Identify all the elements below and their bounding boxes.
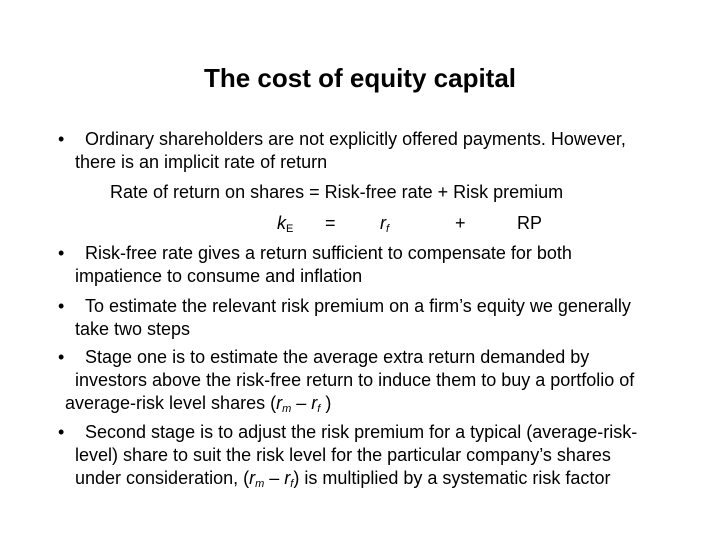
minus-sign: –	[291, 393, 312, 413]
bullet-5-line-2: level) share to suit the risk level for the particular company’s shares	[75, 445, 611, 465]
symbol-subscript-m: m	[282, 403, 292, 415]
symbol-subscript-f: f	[317, 403, 321, 415]
bullet-marker: •	[58, 296, 65, 316]
symbol-r-subscript: f	[386, 223, 390, 235]
symbol-subscript-m: m	[255, 478, 265, 490]
equation-words: Rate of return on shares = Risk-free rate + Risk premium	[110, 182, 564, 202]
text-segment: average-risk level shares (	[65, 393, 277, 413]
text-segment: ) is multiplied by a systematic risk factor	[293, 468, 611, 488]
bullet-5-line-1: Second stage is to adjust the risk premium for a typical (average-risk-	[85, 422, 638, 442]
bullet-3-line-2: take two steps	[75, 319, 191, 339]
bullet-marker: •	[58, 243, 65, 263]
symbol-r: r	[380, 213, 386, 233]
equation-plus: +	[455, 213, 466, 233]
bullet-4-line-3	[65, 392, 331, 420]
bullet-1-line-1: Ordinary shareholders are not explicitly offered payments. However,	[85, 129, 626, 149]
bullet-2-line-1: Risk-free rate gives a return sufficient to compensate for both	[85, 243, 572, 263]
equation-equals: =	[325, 213, 336, 233]
bullet-4-line-1: Stage one is to estimate the average extra return demanded by	[85, 347, 590, 367]
symbol-r: r	[311, 393, 318, 413]
equation-rp: RP	[517, 213, 543, 233]
equation-r-f	[380, 212, 389, 240]
symbol-r: r	[276, 393, 283, 413]
bullet-1-line-2: there is an implicit rate of return	[75, 152, 328, 172]
bullet-marker: •	[58, 347, 65, 367]
symbol-r: r	[249, 468, 256, 488]
equation-k-e	[277, 212, 293, 240]
minus-sign: –	[264, 468, 285, 488]
symbol-k: k	[277, 213, 286, 233]
bullet-3-line-1: To estimate the relevant risk premium on a firm’s equity we generally	[85, 296, 631, 316]
symbol-r: r	[284, 468, 291, 488]
text-segment: )	[320, 393, 332, 413]
symbol-k-subscript: E	[286, 223, 294, 235]
bullet-4-line-2: investors above the risk-free return to induce them to buy a portfolio of	[75, 370, 635, 390]
bullet-5-line-3	[75, 467, 610, 495]
text-segment: under consideration, (	[75, 468, 250, 488]
bullet-2-line-2: impatience to consume and inflation	[75, 266, 363, 286]
slide-title: The cost of equity capital	[203, 63, 517, 93]
bullet-marker: •	[58, 129, 65, 149]
symbol-subscript-f: f	[290, 478, 294, 490]
bullet-marker: •	[58, 422, 65, 442]
